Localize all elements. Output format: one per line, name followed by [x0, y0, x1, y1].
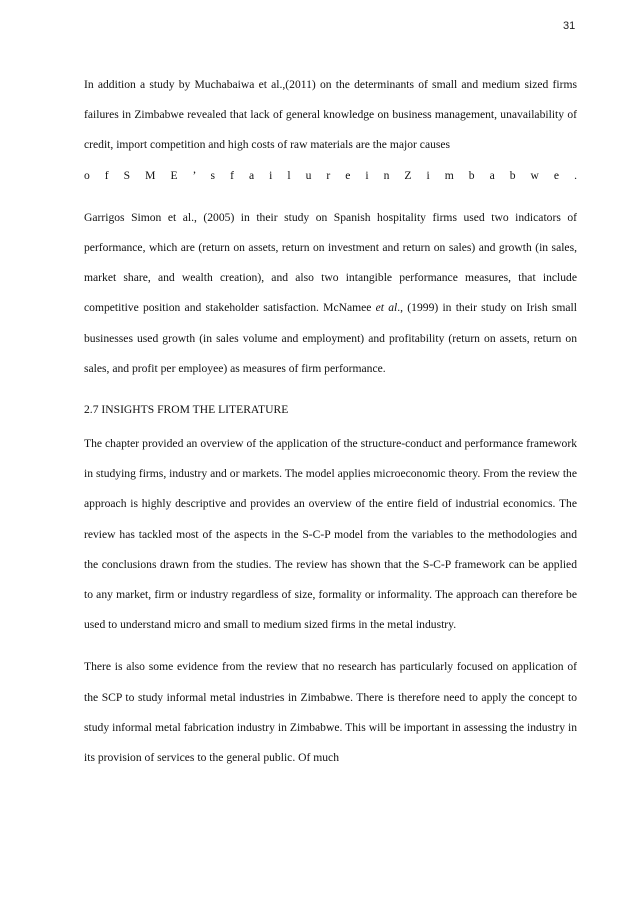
document-body: [84, 70, 577, 773]
page-number: 31: [563, 20, 576, 32]
paragraph-garrigos: [84, 203, 577, 384]
paragraph-garrigos-text: Garrigos Simon et al., (2005) in their study on Spanish hospitality firms used two indicators of performance, which are (return on assets, return on investment and return on sales) and growth (in sales, market share, and wealth creation), and also two intangible performance measures, that include competitive position and stakeholder satisfaction. McNamee: [84, 210, 577, 315]
paragraph-garrigos-text-end: ., (1999) in their study on Irish small businesses used growth (in sales volume and employment) and profitability (return on assets, return on sales, and profit per employee) as measures of firm performance.: [84, 301, 577, 375]
paragraph-muchabaiwa: [84, 70, 577, 191]
paragraph-muchabaiwa-text: In addition a study by Muchabaiwa et al.,(2011) on the determinants of small and medium sized firms failures in Zimbabwe revealed that lack of general knowledge on business management, unavailability of credit, import competition and high costs of raw materials are the major causes: [84, 78, 577, 152]
paragraph-garrigos-italic: et al: [375, 301, 398, 315]
paragraph-muchabaiwa-last-line: o f S M E ’ s f a i l u r e i n Z i m b a b w e .: [84, 168, 577, 182]
paragraph-evidence: There is also some evidence from the review that no research has particularly focused on application of the SCP to study informal metal industries in Zimbabwe. There is therefore need to apply the concept to study informal metal fabrication industry in Zimbabwe. This will be important in assessing the industry in its provision of services to the general public. Of much: [84, 660, 577, 765]
section-heading: 2.7 INSIGHTS FROM THE LITERATURE: [84, 403, 289, 417]
paragraph-insights: The chapter provided an overview of the application of the structure-conduct and performance framework in studying firms, industry and or markets. The model applies microeconomic theory. From the review the approach is highly descriptive and provides an overview of the entire field of industrial economics. The review has tackled most of the aspects in the S-C-P model from the variables to the methodologies and the conclusions drawn from the studies. The review has shown that the S-C-P framework can be applied to any market, firm or industry regardless of size, formality or informality. The approach can therefore be used to understand micro and small to medium sized firms in the metal industry.: [84, 437, 577, 632]
